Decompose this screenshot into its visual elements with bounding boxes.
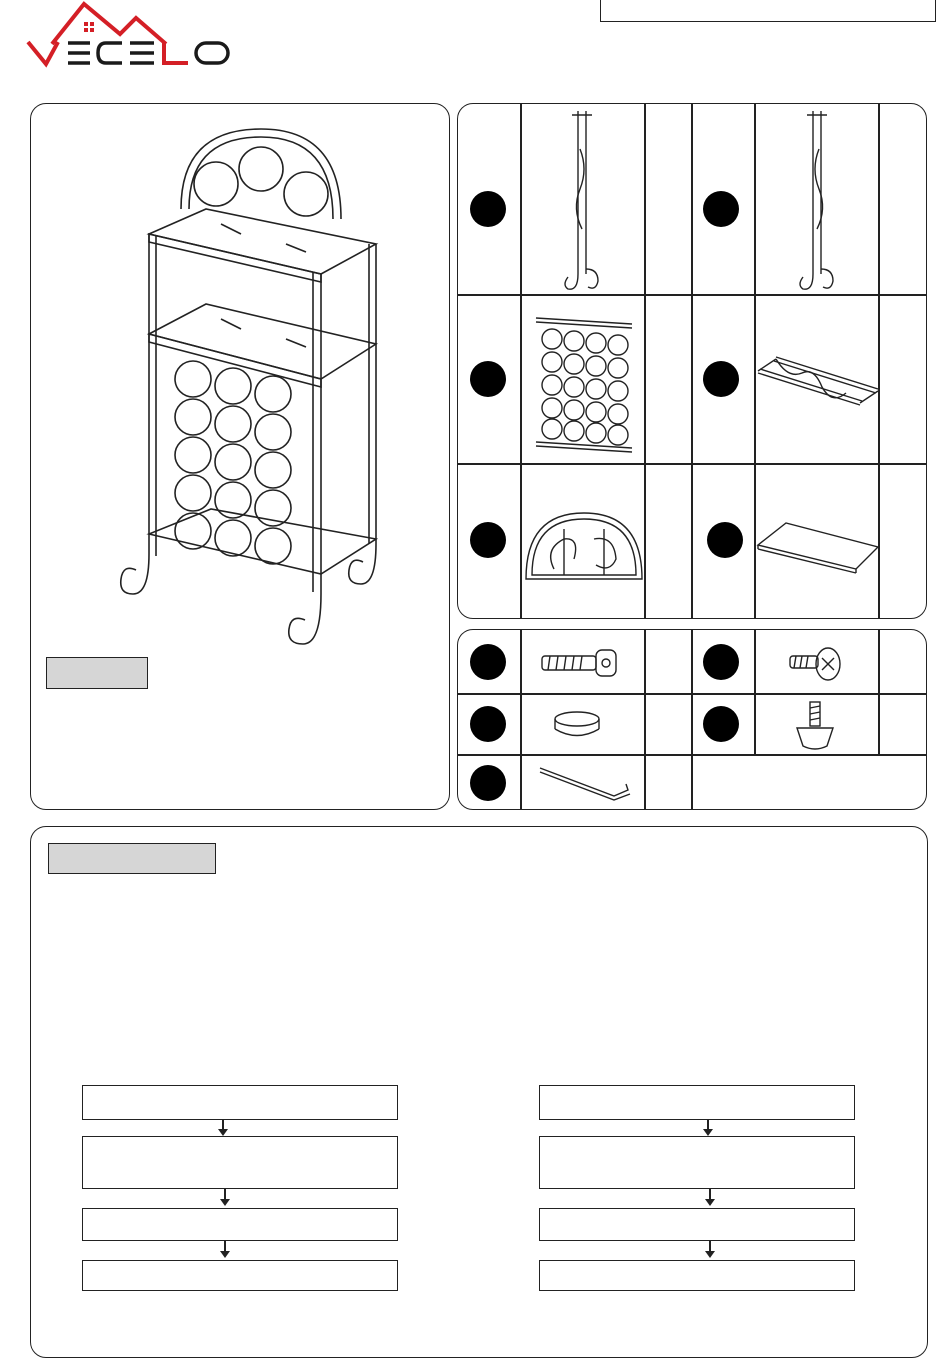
- flow-left-step-3: [82, 1208, 398, 1241]
- model-number-field: [600, 0, 936, 22]
- flow-right-step-2: [539, 1136, 855, 1189]
- flow-left-step-2: [82, 1136, 398, 1189]
- rubber-pad-icon: [553, 710, 603, 740]
- parts-list-panel: [457, 103, 927, 619]
- part-b-marker: [703, 191, 739, 227]
- flow-left-step-1: [82, 1085, 398, 1120]
- hardware-4-marker: [703, 706, 739, 742]
- arched-top-panel-icon: [524, 509, 644, 584]
- side-frame-right-icon: [793, 109, 843, 294]
- part-d-marker: [703, 361, 739, 397]
- instructions-panel: [30, 826, 928, 1358]
- instructions-label: [48, 843, 216, 874]
- wine-rack-illustration: [111, 124, 391, 664]
- flow-right-step-3: [539, 1208, 855, 1241]
- hardware-5-marker: [470, 765, 506, 801]
- hardware-3-marker: [470, 706, 506, 742]
- long-bolt-icon: [540, 646, 620, 682]
- flow-right-step-1: [539, 1085, 855, 1120]
- logo: [24, 0, 234, 70]
- flow-right-step-4: [539, 1260, 855, 1291]
- product-label: [46, 657, 148, 689]
- leveling-foot-icon: [793, 700, 837, 752]
- part-f-marker: [707, 522, 743, 558]
- product-overview-panel: [30, 103, 450, 810]
- flat-head-screw-icon: [788, 644, 844, 684]
- hardware-1-marker: [470, 644, 506, 680]
- hardware-list-panel: [457, 629, 927, 810]
- part-e-marker: [470, 522, 506, 558]
- part-a-marker: [470, 191, 506, 227]
- glass-shelf-icon: [756, 519, 880, 569]
- bottle-rack-panel-icon: [534, 314, 634, 459]
- part-c-marker: [470, 361, 506, 397]
- flow-left-step-4: [82, 1260, 398, 1291]
- allen-key-icon: [538, 762, 634, 806]
- side-frame-left-icon: [558, 109, 608, 294]
- hardware-2-marker: [703, 644, 739, 680]
- shelf-support-bracket-icon: [756, 349, 880, 409]
